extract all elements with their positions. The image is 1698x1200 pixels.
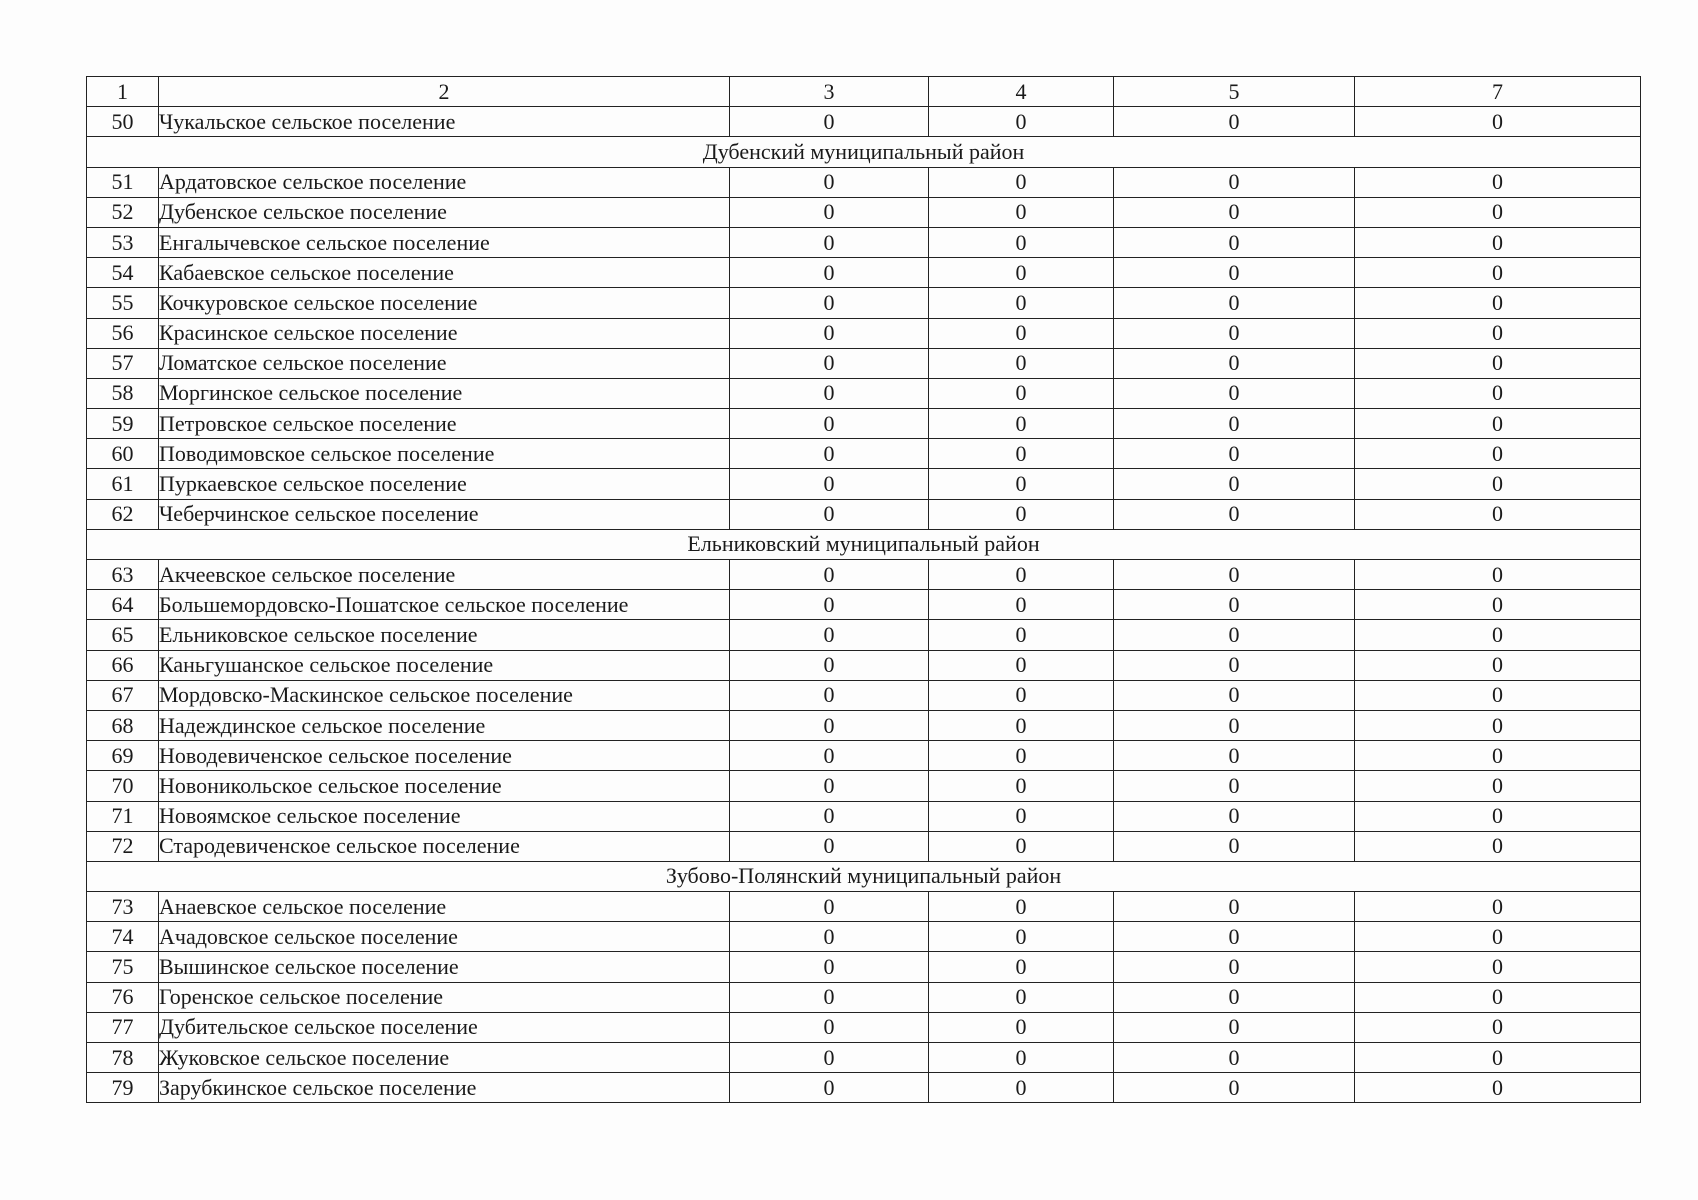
settlement-name: Вышинское сельское поселение <box>159 952 730 982</box>
value-cell: 0 <box>1114 952 1355 982</box>
row-number: 64 <box>87 590 159 620</box>
value-cell: 0 <box>730 801 929 831</box>
value-cell: 0 <box>1114 801 1355 831</box>
value-cell: 0 <box>1355 771 1641 801</box>
row-number: 78 <box>87 1043 159 1073</box>
row-number: 75 <box>87 952 159 982</box>
value-cell: 0 <box>1355 1012 1641 1042</box>
settlement-name: Новоямское сельское поселение <box>159 801 730 831</box>
table-row <box>87 680 1641 710</box>
section-title: Дубенский муниципальный район <box>87 137 1641 167</box>
row-number: 63 <box>87 560 159 590</box>
value-cell: 0 <box>1114 288 1355 318</box>
value-cell: 0 <box>730 499 929 529</box>
row-number: 61 <box>87 469 159 499</box>
value-cell: 0 <box>730 590 929 620</box>
value-cell: 0 <box>929 831 1114 861</box>
settlement-name: Большемордовско-Пошатское сельское поселение <box>159 590 730 620</box>
value-cell: 0 <box>929 197 1114 227</box>
table-row <box>87 167 1641 197</box>
value-cell: 0 <box>929 288 1114 318</box>
value-cell: 0 <box>730 741 929 771</box>
value-cell: 0 <box>1355 107 1641 137</box>
table-row <box>87 288 1641 318</box>
value-cell: 0 <box>1114 922 1355 952</box>
row-number: 65 <box>87 620 159 650</box>
value-cell: 0 <box>1114 710 1355 740</box>
header-cell-4: 4 <box>929 77 1114 107</box>
value-cell: 0 <box>1355 680 1641 710</box>
settlement-name: Зарубкинское сельское поселение <box>159 1073 730 1103</box>
row-number: 54 <box>87 258 159 288</box>
row-number: 69 <box>87 741 159 771</box>
value-cell: 0 <box>929 680 1114 710</box>
settlement-name: Красинское сельское поселение <box>159 318 730 348</box>
settlement-name: Пуркаевское сельское поселение <box>159 469 730 499</box>
value-cell: 0 <box>730 892 929 922</box>
value-cell: 0 <box>730 197 929 227</box>
value-cell: 0 <box>730 560 929 590</box>
table-row <box>87 590 1641 620</box>
row-number: 72 <box>87 831 159 861</box>
value-cell: 0 <box>730 378 929 408</box>
value-cell: 0 <box>929 650 1114 680</box>
settlement-name: Дубенское сельское поселение <box>159 197 730 227</box>
value-cell: 0 <box>1355 1043 1641 1073</box>
settlement-name: Кабаевское сельское поселение <box>159 258 730 288</box>
value-cell: 0 <box>929 318 1114 348</box>
settlement-name: Горенское сельское поселение <box>159 982 730 1012</box>
settlement-name: Жуковское сельское поселение <box>159 1043 730 1073</box>
table-row <box>87 831 1641 861</box>
row-number: 51 <box>87 167 159 197</box>
value-cell: 0 <box>1355 710 1641 740</box>
value-cell: 0 <box>1355 288 1641 318</box>
value-cell: 0 <box>730 982 929 1012</box>
table-row <box>87 801 1641 831</box>
value-cell: 0 <box>1355 831 1641 861</box>
value-cell: 0 <box>1355 197 1641 227</box>
settlement-name: Стародевиченское сельское поселение <box>159 831 730 861</box>
settlement-name: Мордовско-Маскинское сельское поселение <box>159 680 730 710</box>
value-cell: 0 <box>929 801 1114 831</box>
value-cell: 0 <box>730 1043 929 1073</box>
section-title: Зубово-Полянский муниципальный район <box>87 861 1641 891</box>
value-cell: 0 <box>1114 258 1355 288</box>
value-cell: 0 <box>730 288 929 318</box>
value-cell: 0 <box>1355 620 1641 650</box>
row-number: 79 <box>87 1073 159 1103</box>
table-row <box>87 1073 1641 1103</box>
settlement-name: Каньгушанское сельское поселение <box>159 650 730 680</box>
value-cell: 0 <box>1355 801 1641 831</box>
settlement-name: Моргинское сельское поселение <box>159 378 730 408</box>
header-cell-3: 3 <box>730 77 929 107</box>
value-cell: 0 <box>929 590 1114 620</box>
value-cell: 0 <box>1355 982 1641 1012</box>
settlement-name: Кочкуровское сельское поселение <box>159 288 730 318</box>
value-cell: 0 <box>1355 560 1641 590</box>
value-cell: 0 <box>1355 439 1641 469</box>
value-cell: 0 <box>1355 378 1641 408</box>
value-cell: 0 <box>1114 167 1355 197</box>
settlement-name: Новодевиченское сельское поселение <box>159 741 730 771</box>
table-body <box>87 77 1641 1103</box>
table-row <box>87 227 1641 257</box>
value-cell: 0 <box>1114 831 1355 861</box>
value-cell: 0 <box>929 710 1114 740</box>
row-number: 55 <box>87 288 159 318</box>
table-row <box>87 318 1641 348</box>
row-number: 66 <box>87 650 159 680</box>
value-cell: 0 <box>730 1073 929 1103</box>
table-row <box>87 378 1641 408</box>
header-cell-1: 1 <box>87 77 159 107</box>
section-header-row <box>87 137 1641 167</box>
table-row <box>87 952 1641 982</box>
table-row <box>87 107 1641 137</box>
table-row <box>87 469 1641 499</box>
settlements-table <box>86 76 1641 1103</box>
value-cell: 0 <box>1114 741 1355 771</box>
table-row <box>87 710 1641 740</box>
value-cell: 0 <box>730 1012 929 1042</box>
settlement-name: Акчеевское сельское поселение <box>159 560 730 590</box>
value-cell: 0 <box>730 107 929 137</box>
row-number: 56 <box>87 318 159 348</box>
value-cell: 0 <box>730 348 929 378</box>
header-row <box>87 77 1641 107</box>
value-cell: 0 <box>929 227 1114 257</box>
value-cell: 0 <box>1114 378 1355 408</box>
table-row <box>87 620 1641 650</box>
value-cell: 0 <box>929 952 1114 982</box>
value-cell: 0 <box>730 167 929 197</box>
settlement-name: Чукальское сельское поселение <box>159 107 730 137</box>
value-cell: 0 <box>1355 318 1641 348</box>
value-cell: 0 <box>730 318 929 348</box>
table-row <box>87 348 1641 378</box>
table-row <box>87 650 1641 680</box>
settlement-name: Анаевское сельское поселение <box>159 892 730 922</box>
value-cell: 0 <box>1114 348 1355 378</box>
value-cell: 0 <box>1114 982 1355 1012</box>
value-cell: 0 <box>1355 741 1641 771</box>
header-cell-7: 7 <box>1355 77 1641 107</box>
value-cell: 0 <box>1114 469 1355 499</box>
value-cell: 0 <box>929 348 1114 378</box>
settlement-name: Енгалычевское сельское поселение <box>159 227 730 257</box>
table-row <box>87 439 1641 469</box>
value-cell: 0 <box>929 409 1114 439</box>
value-cell: 0 <box>1355 258 1641 288</box>
section-title: Ельниковский муниципальный район <box>87 529 1641 559</box>
settlement-name: Ачадовское сельское поселение <box>159 922 730 952</box>
value-cell: 0 <box>929 439 1114 469</box>
table-row <box>87 258 1641 288</box>
value-cell: 0 <box>1114 680 1355 710</box>
value-cell: 0 <box>730 258 929 288</box>
value-cell: 0 <box>929 922 1114 952</box>
value-cell: 0 <box>730 227 929 257</box>
table-row <box>87 1043 1641 1073</box>
value-cell: 0 <box>929 258 1114 288</box>
header-cell-5: 5 <box>1114 77 1355 107</box>
value-cell: 0 <box>1114 409 1355 439</box>
value-cell: 0 <box>1355 892 1641 922</box>
header-cell-2: 2 <box>159 77 730 107</box>
value-cell: 0 <box>1355 167 1641 197</box>
row-number: 60 <box>87 439 159 469</box>
value-cell: 0 <box>1114 197 1355 227</box>
value-cell: 0 <box>1114 227 1355 257</box>
value-cell: 0 <box>929 1012 1114 1042</box>
row-number: 67 <box>87 680 159 710</box>
row-number: 62 <box>87 499 159 529</box>
row-number: 71 <box>87 801 159 831</box>
section-header-row <box>87 529 1641 559</box>
value-cell: 0 <box>1114 1073 1355 1103</box>
value-cell: 0 <box>1114 620 1355 650</box>
table-row <box>87 741 1641 771</box>
value-cell: 0 <box>730 922 929 952</box>
value-cell: 0 <box>929 499 1114 529</box>
value-cell: 0 <box>929 107 1114 137</box>
table-row <box>87 499 1641 529</box>
row-number: 57 <box>87 348 159 378</box>
value-cell: 0 <box>929 892 1114 922</box>
value-cell: 0 <box>929 560 1114 590</box>
value-cell: 0 <box>730 469 929 499</box>
value-cell: 0 <box>1355 499 1641 529</box>
table-row <box>87 197 1641 227</box>
value-cell: 0 <box>929 741 1114 771</box>
value-cell: 0 <box>730 650 929 680</box>
settlement-name: Дубительское сельское поселение <box>159 1012 730 1042</box>
value-cell: 0 <box>1114 650 1355 680</box>
settlement-name: Ардатовское сельское поселение <box>159 167 730 197</box>
value-cell: 0 <box>730 831 929 861</box>
value-cell: 0 <box>1355 650 1641 680</box>
value-cell: 0 <box>929 982 1114 1012</box>
value-cell: 0 <box>1114 107 1355 137</box>
value-cell: 0 <box>929 620 1114 650</box>
value-cell: 0 <box>929 167 1114 197</box>
value-cell: 0 <box>1114 1012 1355 1042</box>
value-cell: 0 <box>1355 1073 1641 1103</box>
value-cell: 0 <box>730 620 929 650</box>
table-row <box>87 1012 1641 1042</box>
row-number: 76 <box>87 982 159 1012</box>
settlement-name: Надеждинское сельское поселение <box>159 710 730 740</box>
table-row <box>87 409 1641 439</box>
table-row <box>87 771 1641 801</box>
value-cell: 0 <box>929 1073 1114 1103</box>
table-row <box>87 560 1641 590</box>
section-header-row <box>87 861 1641 891</box>
settlement-name: Петровское сельское поселение <box>159 409 730 439</box>
row-number: 68 <box>87 710 159 740</box>
value-cell: 0 <box>1355 922 1641 952</box>
row-number: 73 <box>87 892 159 922</box>
value-cell: 0 <box>1114 1043 1355 1073</box>
value-cell: 0 <box>1114 439 1355 469</box>
value-cell: 0 <box>1355 590 1641 620</box>
value-cell: 0 <box>1114 560 1355 590</box>
row-number: 59 <box>87 409 159 439</box>
row-number: 58 <box>87 378 159 408</box>
value-cell: 0 <box>1114 771 1355 801</box>
row-number: 70 <box>87 771 159 801</box>
table-row <box>87 922 1641 952</box>
row-number: 77 <box>87 1012 159 1042</box>
value-cell: 0 <box>730 439 929 469</box>
settlement-name: Ломатское сельское поселение <box>159 348 730 378</box>
row-number: 74 <box>87 922 159 952</box>
settlement-name: Ельниковское сельское поселение <box>159 620 730 650</box>
value-cell: 0 <box>1355 348 1641 378</box>
value-cell: 0 <box>730 409 929 439</box>
value-cell: 0 <box>1114 590 1355 620</box>
table-row <box>87 982 1641 1012</box>
value-cell: 0 <box>1355 409 1641 439</box>
value-cell: 0 <box>1114 499 1355 529</box>
value-cell: 0 <box>730 771 929 801</box>
value-cell: 0 <box>730 952 929 982</box>
settlement-name: Поводимовское сельское поселение <box>159 439 730 469</box>
value-cell: 0 <box>1114 892 1355 922</box>
value-cell: 0 <box>929 1043 1114 1073</box>
value-cell: 0 <box>1114 318 1355 348</box>
value-cell: 0 <box>929 378 1114 408</box>
value-cell: 0 <box>1355 952 1641 982</box>
table-row <box>87 892 1641 922</box>
settlement-name: Новоникольское сельское поселение <box>159 771 730 801</box>
value-cell: 0 <box>1355 227 1641 257</box>
row-number: 52 <box>87 197 159 227</box>
value-cell: 0 <box>1355 469 1641 499</box>
value-cell: 0 <box>730 710 929 740</box>
row-number: 53 <box>87 227 159 257</box>
value-cell: 0 <box>929 469 1114 499</box>
row-number: 50 <box>87 107 159 137</box>
value-cell: 0 <box>929 771 1114 801</box>
value-cell: 0 <box>730 680 929 710</box>
settlement-name: Чеберчинское сельское поселение <box>159 499 730 529</box>
